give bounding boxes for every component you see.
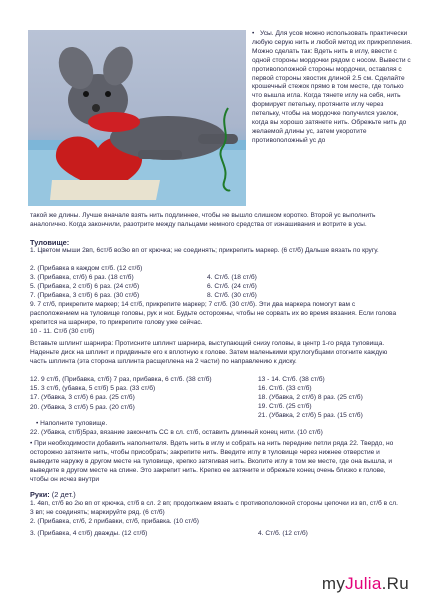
toy-mouse-photo <box>28 30 246 206</box>
logo-my: my <box>321 574 346 593</box>
torso-row-4: 4. Ст/б. (18 ст/б) <box>207 274 257 281</box>
torso-row-19: 19. Ст/б. (25 ст/б) <box>258 403 312 410</box>
site-logo <box>322 574 409 594</box>
torso-row-22: 22. (Убавка, ст/б)5раз, вязание закончить СС в сл. ст/б, оставить длинный конец нити. (10 ст/б) <box>30 429 323 436</box>
arms-title: Руки: <box>30 490 50 499</box>
torso-row-3: 3. (Прибавка, ст/б) 6 раз. (18 ст/б) <box>30 274 134 281</box>
arms-heading <box>30 490 76 499</box>
arms-row-3: 3. (Прибавка, 4 ст/б) дважды. (12 ст/б) <box>30 530 148 537</box>
torso-row-16: 16. Ст/б. (33 ст/б) <box>258 385 312 392</box>
torso-row-15: 15. 3 ст/б, (убавка, 5 ст/б) 5 раз. (33 ст/б) <box>30 385 156 392</box>
joint-instructions: Вставьте шплинт шарнира: Протисните шплинт шарнира, выступающий снизу головы, в центр 1-го ряда туловища. Наденьте диск на шплинт и придвиньте его к вплотную к голове. Затем маленькими круглогубцами отогните каждую часть шплинта (эта сторона шплинта расщеплена на 2 части) по направлению к диску. <box>30 340 388 365</box>
torso-row-5: 5. (Прибавка, 2 ст/б) 6 раз. (24 ст/б) <box>30 283 140 290</box>
torso-row-8: 8. Ст/б. (30 ст/б) <box>207 292 257 299</box>
arms-count: (2 дет.) <box>49 490 76 499</box>
torso-heading: Туловище: <box>30 238 70 247</box>
finishing-note: • При необходимости добавить наполнителя. Вдеть нить в иглу и собрать на нить передние петли ряда 22. Твердо, но осторожно затяните нить, чтобы присобрать; закрепите нить. Введите иглу в туловище через нижнее отверстие и выведите наружу в другом месте на туловище, крепко затягивая нить. Вколите иглу в том же месте, где она вышла, и выведите в другом месте на спине. Это закрепит нить. Крепко ее затяните и обрежьте конец очень близко к голове, чтобы он исчез внутри <box>30 440 394 483</box>
arms-row-2: 2. (Прибавка, ст/б, 2 прибавки, ст/б, прибавка. (10 ст/б) <box>30 518 199 525</box>
arms-row-4: 4. Ст/б. (12 ст/б) <box>258 530 308 537</box>
whiskers-continuation: такой же длины. Лучше вначале взять нить подлиннее, чтобы не вышло слишком коротко. Второй ус выполнить аналогично. Когда закончили, разотрите между пальцами немного средства от изнашивания и вотрите в усы. <box>30 212 376 228</box>
torso-row-21: 21. (Убавка, 2 ст/б) 5 раз. (15 ст/б) <box>258 412 363 419</box>
signature-watermark <box>214 104 236 194</box>
whiskers-paragraph <box>252 30 412 146</box>
torso-row-17: 17. (Убавка, 3 ст/б) 6 раз. (25 ст/б) <box>30 394 135 401</box>
torso-row-7: 7. (Прибавка, 3 ст/б) 6 раз. (30 ст/б) <box>30 292 140 299</box>
torso-row-6: 6. Ст/б. (24 ст/б) <box>207 283 257 290</box>
torso-row-13-14: 13 - 14. Ст/б. (38 ст/б) <box>258 376 325 383</box>
torso-row-10-11: 10 - 11. Ст/б (30 ст/б) <box>30 328 95 335</box>
bullet-icon: • <box>252 30 255 37</box>
torso-row-12: 12. 9 ст/б, (Прибавка, ст/б) 7 раз, прибавка, 6 ст/б. (38 ст/б) <box>30 376 212 383</box>
torso-row-2: 2. (Прибавка в каждом ст/б. (12 ст/б) <box>30 265 143 272</box>
arms-row-1: 1. 4вп, ст/б во 2ю вп от крючка, ст/б в сл. 2 вп; продолжаем вязать с противоположной стороны цепочки из вп, ст/б в сл. 3 вп; не соединять; маркируйте ряд. (6 ст/б) <box>30 500 398 516</box>
torso-row-20: 20. (Убавка, 3 ст/б) 5 раз. (20 ст/б) <box>30 404 135 411</box>
whiskers-text: Усы. Для усов можно использовать практически любую серую нить и любой метод их прикрепления. Можно сделать так: Вдеть нить в иглу, ввести с одной стороны мордочки рядом с носом. Вывести с противоположной стороны мордочки, оставляя с первой стороны хвостик длиной 2.5 см. Сделайте крошечный стежок прямо в том месте, где только что вышла игла. Когда тянете иглу на себя, нить формирует петельку, протяните иглу через петельку, чтобы на мордочке получился узелок, когда вы хорошо затянете нить. Обрежьте нить до желаемой длины ус, затем укоротите противоположный ус до <box>252 30 412 144</box>
torso-row-18: 18. (Убавка, 2 ст/б) 8 раз. (25 ст/б) <box>258 394 363 401</box>
logo-julia: Julia <box>345 574 382 593</box>
torso-row-9: 9. 7 ст/б, прикрепите маркер; 14 ст/б, прикрепите маркер; 7 ст/б. (30 ст/б). Эти два маркера помогут вам с расположением на туловище головы, рук и ног. Будьте осторожны, чтобы не сорвать их во время вязания. Если голова крепится на шарнире, то прикрепите голову уже сейчас. <box>30 301 397 326</box>
logo-ru: .Ru <box>381 574 409 593</box>
torso-row-1: 1. Цветом мыши 2вп, 6ст/б воЗю вп от крючка; не соединять; прикрепить маркер. (6 ст/б) Дальше вязать по кругу. <box>30 247 379 254</box>
fill-torso-note: • Наполните туловище. <box>36 420 108 427</box>
